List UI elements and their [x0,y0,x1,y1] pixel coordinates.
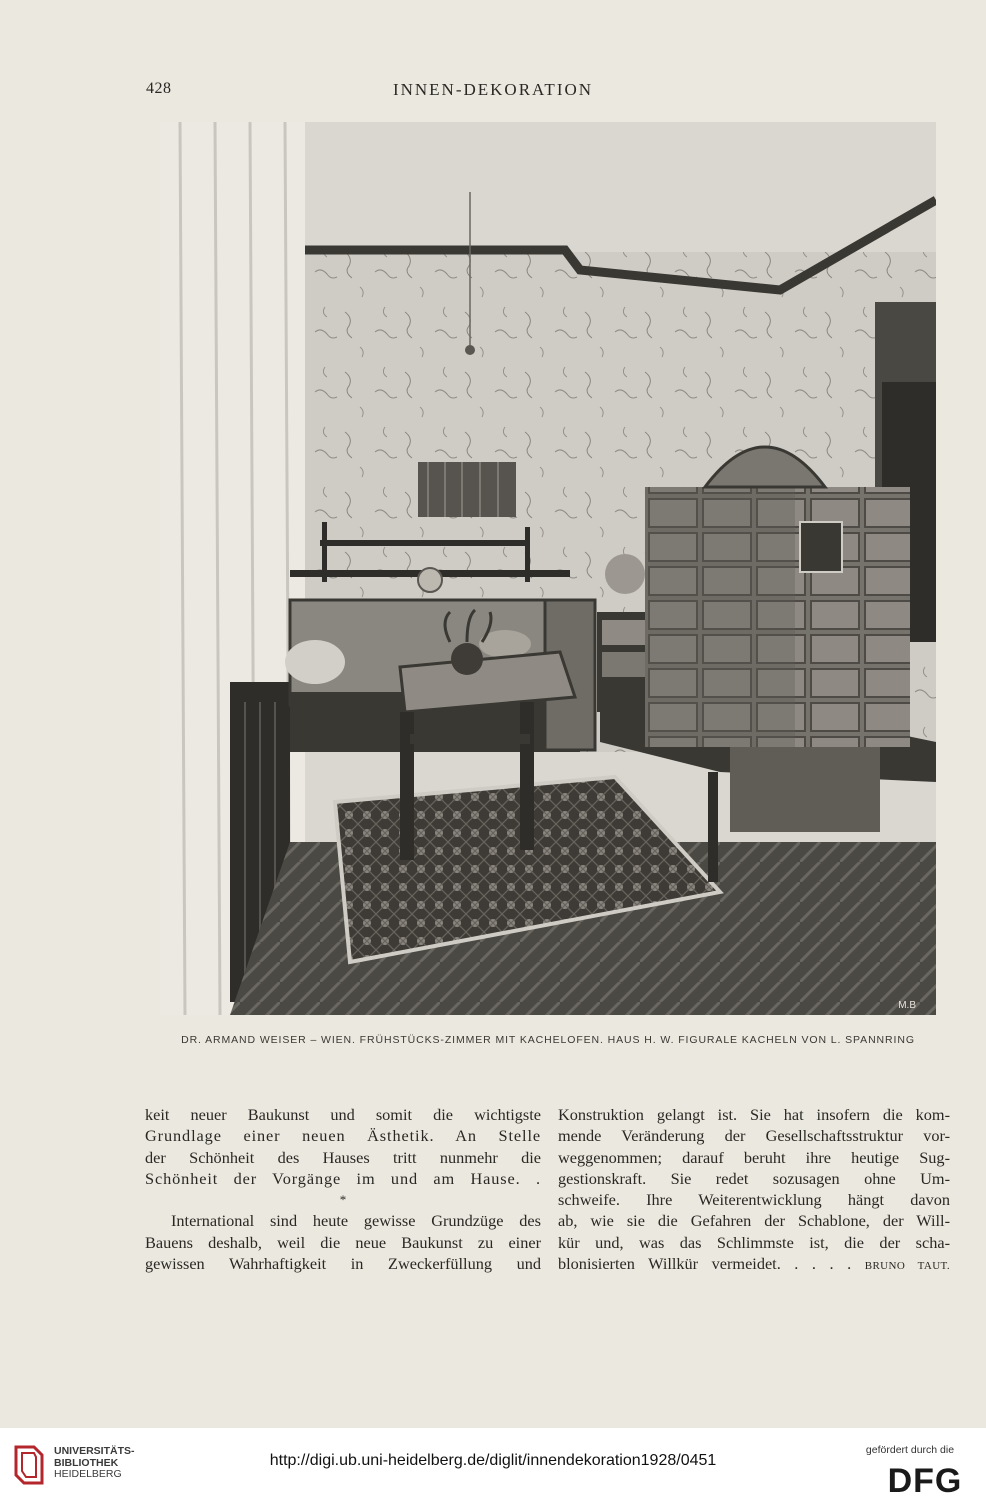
text-line: weggenommen; darauf beruht ihre heutige Sug- [558,1147,950,1167]
text-line: kür und, was das Schlimmste ist, die der scha- [558,1232,950,1252]
library-name-line: UNIVERSITÄTS- [54,1445,135,1457]
text-line: der Schönheit des Hauses tritt nunmehr die [145,1147,541,1167]
library-name-line: HEIDELBERG [54,1468,122,1480]
page-number: 428 [146,80,172,97]
library-name-line: BIBLIOTHEK [54,1456,119,1469]
interior-photograph [160,122,936,1015]
text-line-end: blonisierten Willkür vermeidet. . . . . [558,1254,852,1274]
text-line: International sind heute gewisse Grundzüge des [171,1211,541,1231]
section-separator: * [339,1192,347,1208]
text-line: keit neuer Baukunst und somit die wichtigste [145,1105,541,1124]
text-line: mende Veränderung der Gesellschaftsstruktur vor- [558,1126,950,1146]
text-line-last [558,1253,950,1277]
right-text-column [558,1104,950,1277]
figure-caption: DR. ARMAND WEISER – WIEN. FRÜHSTÜCKS-ZIMMER MIT KACHELOFEN. HAUS H. W. FIGURALE KACHELN VON L. SPANNRING [181,1034,915,1046]
left-text-column [145,1104,541,1274]
running-head: INNEN-DEKORATION [392,80,594,99]
dfg-logo: DFG [887,1462,963,1500]
text-line: Schönheit der Vorgänge im und am Hause. . [145,1168,541,1188]
funded-by-label: gefördert durch die [865,1444,955,1456]
plate-mark: M.B [898,1000,916,1011]
permalink[interactable]: http://digi.ub.uni-heidelberg.de/diglit/innendekoration1928/0451 [269,1452,717,1469]
text-line: Bauens deshalb, weil die neue Baukunst zu einer [145,1232,541,1252]
text-line: gewissen Wahrhaftigkeit in Zweckerfüllung und [145,1254,541,1274]
text-line: ab, wie sie die Gefahren der Schablone, der Will- [558,1211,950,1231]
author-signature: BRUNO TAUT. [864,1260,950,1273]
text-line: Konstruktion gelangt ist. Sie hat insofern die kom- [558,1105,950,1124]
text-line: Grundlage einer neuen Ästhetik. An Stelle [145,1126,541,1146]
text-line: schweife. Ihre Weiterentwicklung hängt davon [558,1190,950,1210]
text-line: gestionskraft. Sie redet sozusagen ohne Um- [558,1168,950,1188]
